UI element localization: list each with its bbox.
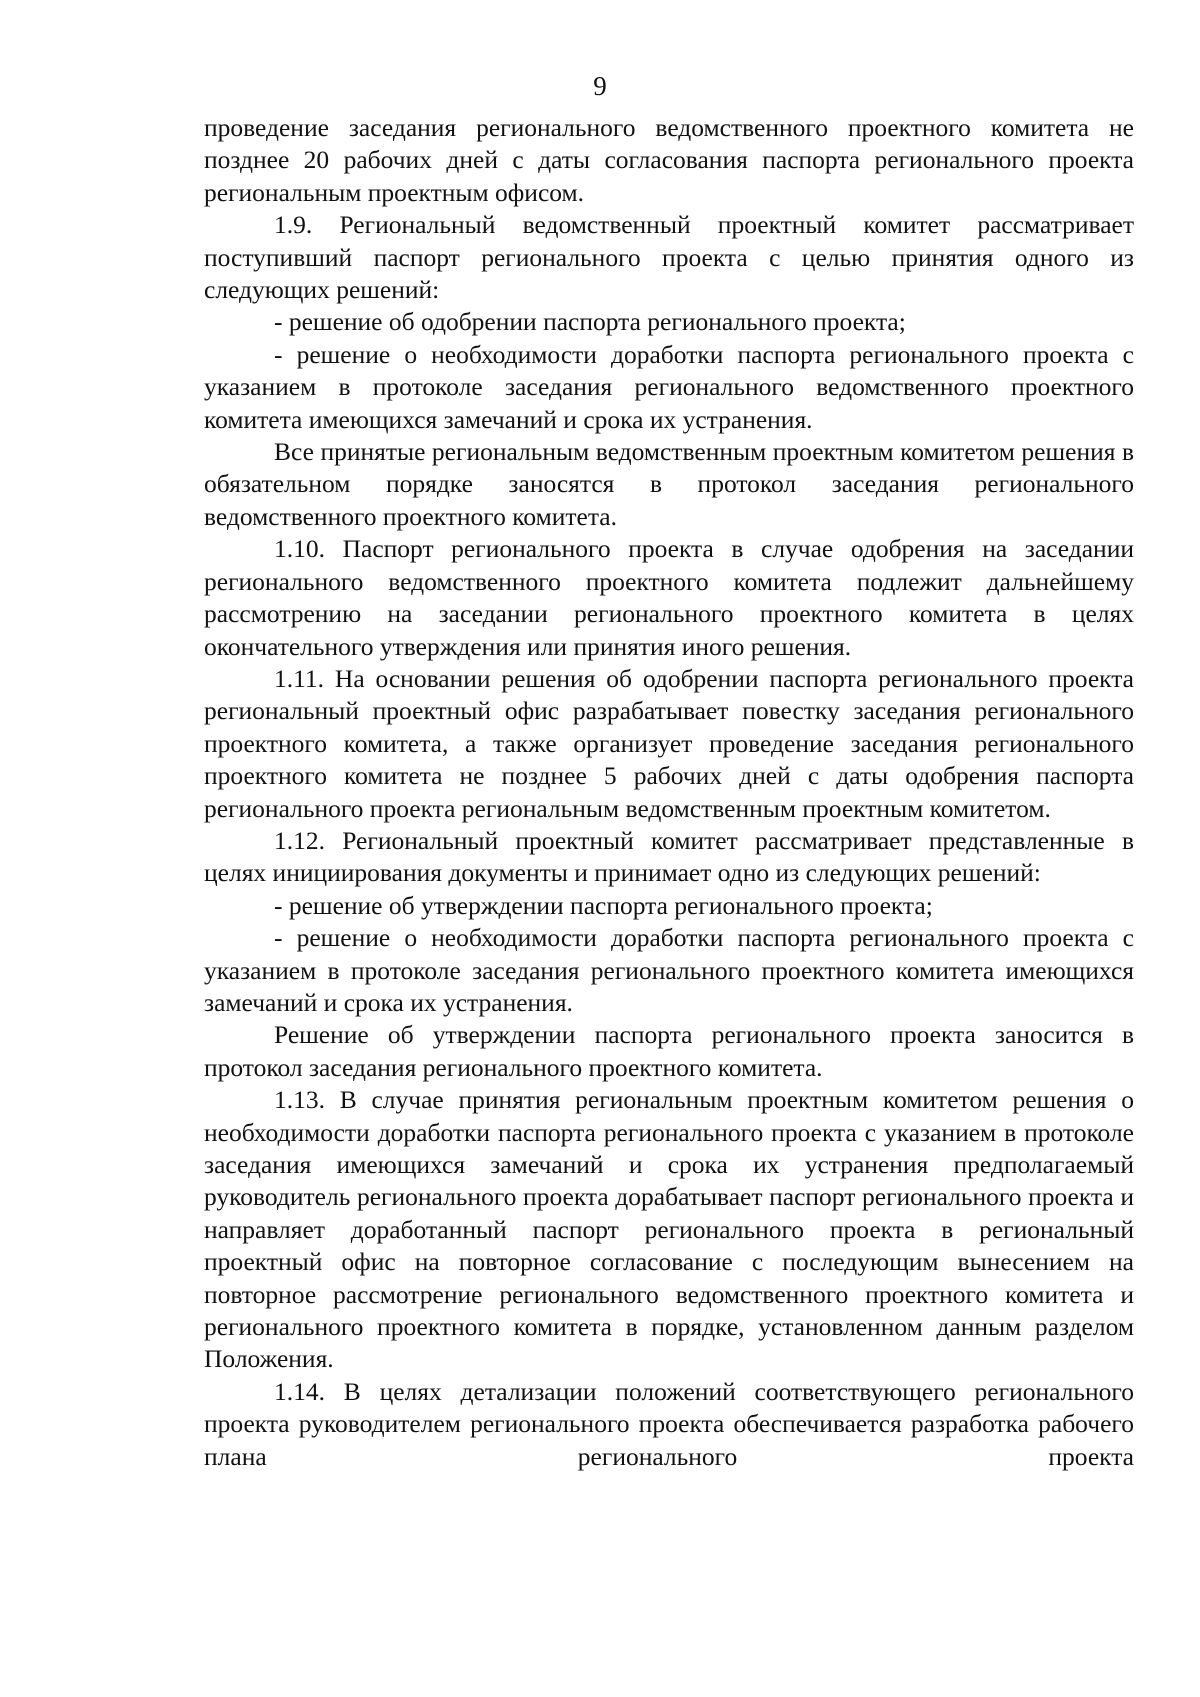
- page-number: 9: [593, 71, 607, 101]
- document-body: [204, 112, 1134, 1473]
- paragraph-1-12: 1.12. Региональный проектный комитет рассматривает представленные в целях инициирования документы и принимает одно из следующих решений:: [204, 825, 1134, 888]
- paragraph-1-9: 1.9. Региональный ведомственный проектный комитет рассматривает поступивший паспорт регионального проекта с целью принятия одного из следующих решений:: [204, 210, 1134, 305]
- paragraph-1-10: 1.10. Паспорт регионального проекта в случае одобрения на заседании регионального ведомственного проектного комитета подлежит дальнейшему рассмотрению на заседании регионального проектного комитета в целях окончательного утверждения или принятия иного решения.: [204, 534, 1134, 661]
- list-item-revision-2: - решение о необходимости доработки паспорта регионального проекта с указанием в протоколе заседания регионального проектного комитета имеющихся замечаний и срока их устранения.: [204, 923, 1134, 1017]
- paragraph-continuation: проведение заседания регионального ведомственного проектного комитета не позднее 20 рабочих дней с даты согласования паспорта регионального проекта региональным проектным офисом.: [204, 113, 1134, 207]
- paragraph-1-14: 1.14. В целях детализации положений соответствующего регионального проекта руководителем регионального проекта обеспечивается разработка рабочего плана регионального проекта: [204, 1376, 1134, 1471]
- paragraph-1-13: 1.13. В случае принятия региональным проектным комитетом решения о необходимости доработки паспорта регионального проекта с указанием в протоколе заседания имеющихся замечаний и срока их устранения предполагаемый руководитель регионального проекта дорабатывает паспорт регионального проекта и направляет доработанный паспорт регионального проекта в региональный проектный офис на повторное согласование с последующим вынесением на повторное рассмотрение регионального ведомственного проектного комитета и регионального проектного комитета в порядке, установленном данным разделом Положения.: [204, 1085, 1134, 1374]
- list-item-approval: - решение об одобрении паспорта регионального проекта;: [274, 307, 906, 337]
- paragraph-1-11: 1.11. На основании решения об одобрении паспорта регионального проекта региональный проектный офис разрабатывает повестку заседания регионального проектного комитета, а также организует проведение заседания регионального проектного комитета не позднее 5 рабочих дней с даты одобрения паспорта регионального проекта региональным ведомственным проектным комитетом.: [204, 663, 1134, 823]
- paragraph-decision-protocol: Решение об утверждении паспорта регионального проекта заносится в протокол заседания регионального проектного комитета.: [204, 1020, 1134, 1082]
- list-item-revision: - решение о необходимости доработки паспорта регионального проекта с указанием в протоколе заседания регионального ведомственного проектного комитета имеющихся замечаний и срока их устранения.: [204, 339, 1134, 434]
- list-item-confirmation: - решение об утверждении паспорта регионального проекта;: [274, 890, 933, 920]
- paragraph-decisions-protocol: Все принятые региональным ведомственным проектным комитетом решения в обязательном порядке заносятся в протокол заседания регионального ведомственного проектного комитета.: [204, 437, 1134, 531]
